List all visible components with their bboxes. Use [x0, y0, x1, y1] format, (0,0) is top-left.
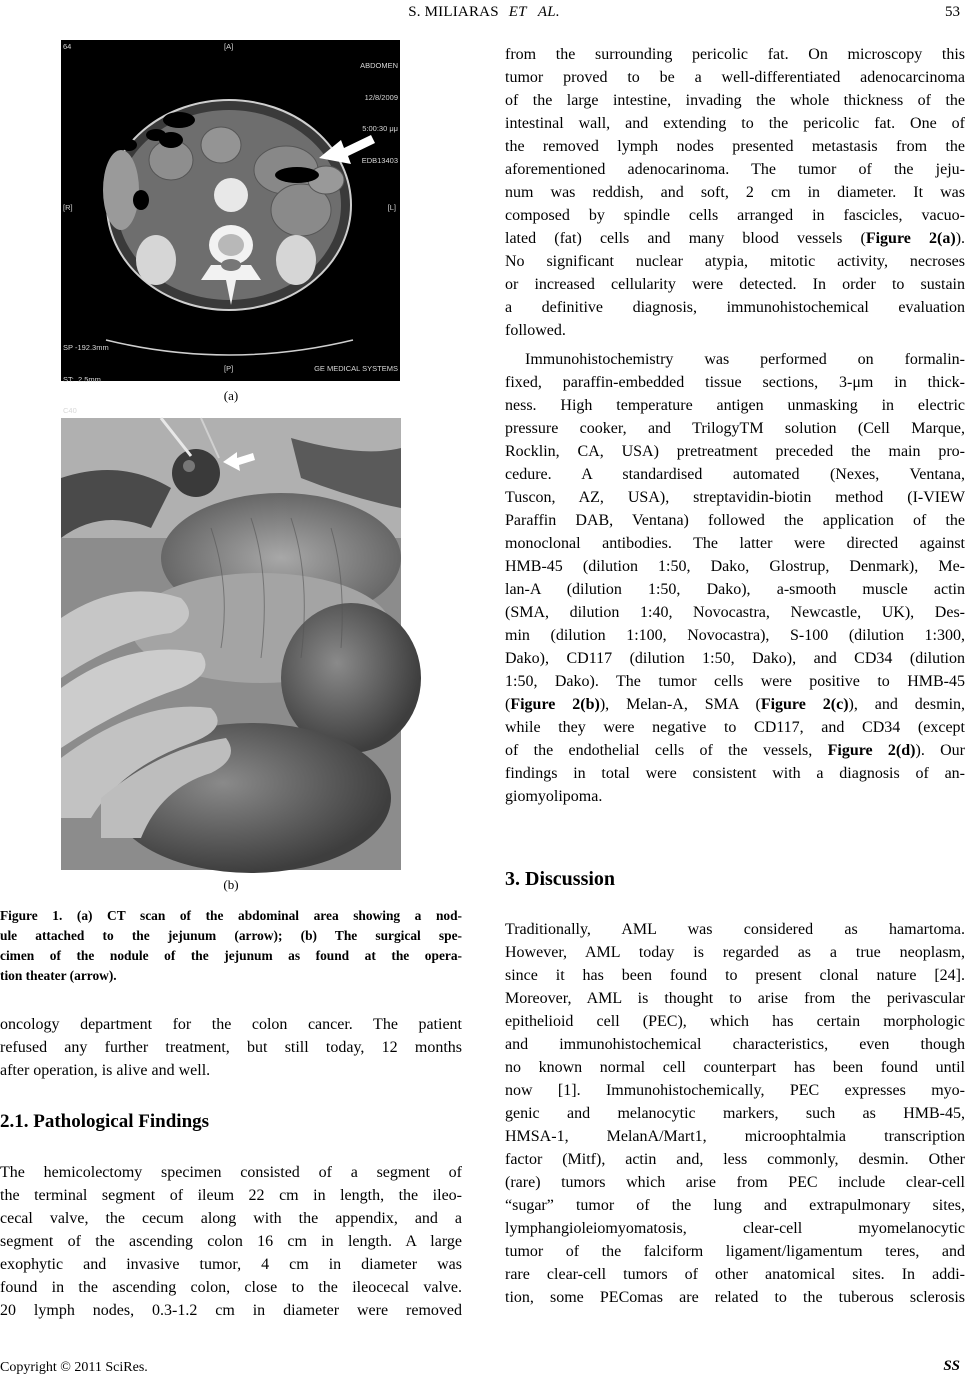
caption-line: Figure 1. (a) CT scan of the abdominal area showing a nod-	[0, 908, 462, 923]
ct-overlay-top-right	[360, 40, 398, 187]
text-line: Tuscon, AZ, USA), streptavidin-biotin method (I-VIEW	[505, 489, 965, 506]
ct-overlay-id: EDB13403	[361, 155, 398, 165]
section-heading-discussion: 3. Discussion	[505, 868, 616, 890]
text-line: The hemicolectomy specimen consisted of a segment of	[0, 1164, 462, 1181]
text-line: monoclonal antibodies. The latter were directed against	[505, 535, 965, 552]
running-head-etal: ET AL.	[508, 4, 560, 20]
text-line: since it has been found to present clonal nature [24].	[505, 967, 965, 984]
running-head-author: S. MILIARAS	[408, 4, 499, 20]
text-line: the terminal segment of ileum 22 cm in length, the ileo-	[0, 1187, 462, 1204]
text-line: after operation, is alive and well.	[0, 1062, 211, 1079]
text-line: Moreover, AML is thought to arise from the perivascular	[505, 990, 965, 1007]
section-heading-pathological-findings: 2.1. Pathological Findings	[0, 1111, 210, 1132]
text-line: epithelioid cell (PEC), which has certain morphologic	[505, 1013, 965, 1030]
ct-overlay-sp: SP -192.3mm	[63, 343, 109, 352]
ct-overlay-top-left: 64	[63, 42, 72, 51]
running-head	[0, 4, 968, 21]
figure-1-caption	[0, 906, 462, 986]
surgical-photo-image	[61, 418, 401, 870]
text-line: However, AML today is regarded as a true neoplasm,	[505, 944, 965, 961]
text-line: rare clear-cell tumors of other anatomical sites. In addi-	[505, 1266, 965, 1283]
text-line: lan-A (dilution 1:50, Dako), a-smooth muscle actin	[505, 581, 965, 598]
text-line: tumor proved to be a well-differentiated adenocarcinoma	[505, 69, 965, 86]
figure-reference: Figure 2(a)	[865, 230, 956, 247]
text-line: Traditionally, AML was considered as hamartoma.	[505, 921, 965, 938]
ct-overlay-bottom-center: [P]	[224, 364, 234, 373]
page-number: 53	[945, 4, 960, 20]
text-line: giomyolipoma.	[505, 788, 603, 805]
ct-overlay-top-center: [A]	[224, 42, 234, 51]
text-line: followed.	[505, 322, 566, 339]
text-line: Immunohistochemistry was performed on formalin-	[525, 351, 965, 368]
text-line: HMSA-1, MelanA/Mart1, microophtalmia transcription	[505, 1128, 965, 1145]
figure-reference: Figure 2(c)	[760, 696, 849, 713]
text-line: tion, some PEComas are related to the tuberous sclerosis	[505, 1289, 965, 1306]
text-line: now [1]. Immunohistochemically, PEC expresses myo-	[505, 1082, 965, 1099]
text-line: (rare) tumors which arise from PEC include clear-cell	[505, 1174, 965, 1191]
footer-journal-abbrev: SS	[943, 1358, 960, 1374]
ct-overlay-left-marker: [L]	[387, 203, 396, 212]
text-line: Dako), CD117 (dilution 1:50, Dako), and CD34 (dilution	[505, 650, 965, 667]
text-line: from the surrounding pericolic fat. On microscopy this	[505, 46, 965, 63]
left-paragraph-1	[0, 1013, 462, 1082]
text-line: lymphangioleiomyomatosis, clear-cell myomelanocytic	[505, 1220, 965, 1237]
ct-overlay-bottom-right: GE MEDICAL SYSTEMS	[314, 364, 398, 373]
text-line: factor (Mitf), actin and, less commonly, desmin. Other	[505, 1151, 965, 1168]
ct-overlay-c: C40	[63, 406, 77, 415]
text-line: Rocklin, CA, USA) pretreatment preceded the main pro-	[505, 443, 965, 460]
ct-overlay-st: ST: 2.5mm	[63, 374, 101, 384]
text-line: num was reddish, and soft, 2 cm in diameter. It was	[505, 184, 965, 201]
caption-line: ule attached to the jejunum (arrow); (b) The surgical spe-	[0, 928, 462, 943]
text-line: segment of the ascending colon 16 cm in length. A large	[0, 1233, 462, 1250]
text-line: HMB-45 (dilution 1:50, Dako, Glostrup, Denmark), Me-	[505, 558, 965, 575]
text-line: intestinal wall, and extending to the pericolic fat. One of	[505, 115, 965, 132]
text-line: fixed, paraffin-embedded tissue sections, 3-μm in thick-	[505, 374, 965, 391]
text-line: min (dilution 1:100, Novocastra), S-100 (dilution 1:300,	[505, 627, 965, 644]
figure-1a-label: (a)	[223, 388, 239, 403]
text-line: pressure cooker, and TrilogyTM solution (Cell Marque,	[505, 420, 965, 437]
text-line: a definitive diagnosis, immunohistochemical evaluation	[505, 299, 965, 316]
figure-reference: Figure 2(b)	[510, 696, 600, 713]
text-line: “sugar” tumor of the lung and extrapulmonary sites,	[505, 1197, 965, 1214]
right-paragraph-3	[505, 918, 965, 1309]
text-line: (SMA, dilution 1:40, Novocastra, Newcastle, UK), Des-	[505, 604, 965, 621]
figure-1b-label: (b)	[223, 877, 239, 892]
text-line: findings in total were consistent with a diagnosis of an-	[505, 765, 965, 782]
text-line: lated (fat) cells and many blood vessels (Figure 2(a)).	[505, 230, 966, 247]
text-line: oncology department for the colon cancer. The patient	[0, 1016, 462, 1033]
text-line: tumor of the falciform ligament/ligamentum teres, and	[505, 1243, 965, 1260]
text-line: exophytic and invasive tumor, 4 cm in diameter was	[0, 1256, 462, 1273]
ct-overlay-time: 5:00:30 μμ	[362, 124, 398, 133]
text-line: refused any further treatment, but still today, 12 months	[0, 1039, 462, 1056]
text-line: found in the ascending colon, close to the ileocecal valve.	[0, 1279, 462, 1296]
text-line: or increased cellularity were detected. In order to sustain	[505, 276, 965, 293]
text-line: and immunohistochemical characteristics, even though	[505, 1036, 965, 1053]
text-line: of the large intestine, invading the whole thickness of the	[505, 92, 965, 109]
text-line: 1:50, Dako). The tumor cells were positive to HMB-45	[505, 673, 965, 690]
text-line: no known normal cell counterpart has been found until	[505, 1059, 965, 1076]
text-line: the removed lymph nodes presented metastasis from the	[505, 138, 965, 155]
right-paragraph-2	[505, 348, 965, 808]
text-line: composed by spindle cells arranged in fascicles, vacuo-	[505, 207, 965, 224]
text-line: No significant nuclear atypia, mitotic activity, necroses	[505, 253, 965, 270]
caption-line: tion theater (arrow).	[0, 968, 117, 983]
right-paragraph-1	[505, 43, 965, 342]
text-line: Paraffin DAB, Ventana) followed the application of the	[505, 512, 965, 529]
caption-line: cimen of the nodule of the jejunum as found at the opera-	[0, 948, 462, 963]
figure-reference: Figure 2(d)	[827, 742, 916, 759]
ct-overlay-region: ABDOMEN	[360, 61, 398, 70]
text-line: cecal valve, the cecum along with the appendix, and a	[0, 1210, 462, 1227]
ct-overlay-right-marker: [R]	[63, 203, 73, 212]
text-line: ness. High temperature antigen unmasking in electric	[505, 397, 965, 414]
text-line: genic and melanocytic markers, such as HMB-45,	[505, 1105, 965, 1122]
figure-1b-surgical-photo	[61, 418, 401, 870]
figure-1a-ct-scan	[61, 40, 400, 415]
text-line: cedure. A standardised automated (Nexes, Ventana,	[505, 466, 965, 483]
text-line: of the endothelial cells of the vessels, Figure 2(d)). Our	[505, 742, 965, 759]
text-line: 20 lymph nodes, 0.3-1.2 cm in diameter were removed	[0, 1302, 462, 1319]
left-paragraph-2	[0, 1161, 462, 1322]
text-line: (Figure 2(b)), Melan-A, SMA (Figure 2(c)), and desmin,	[505, 696, 966, 713]
text-line: while they were negative to CD117, and CD34 (except	[505, 719, 965, 736]
text-line: aforementioned adenocarinoma. The tumor of the jeju-	[505, 161, 965, 178]
ct-overlay-date: 12/8/2009	[364, 92, 398, 102]
footer-copyright: Copyright © 2011 SciRes.	[0, 1360, 148, 1375]
